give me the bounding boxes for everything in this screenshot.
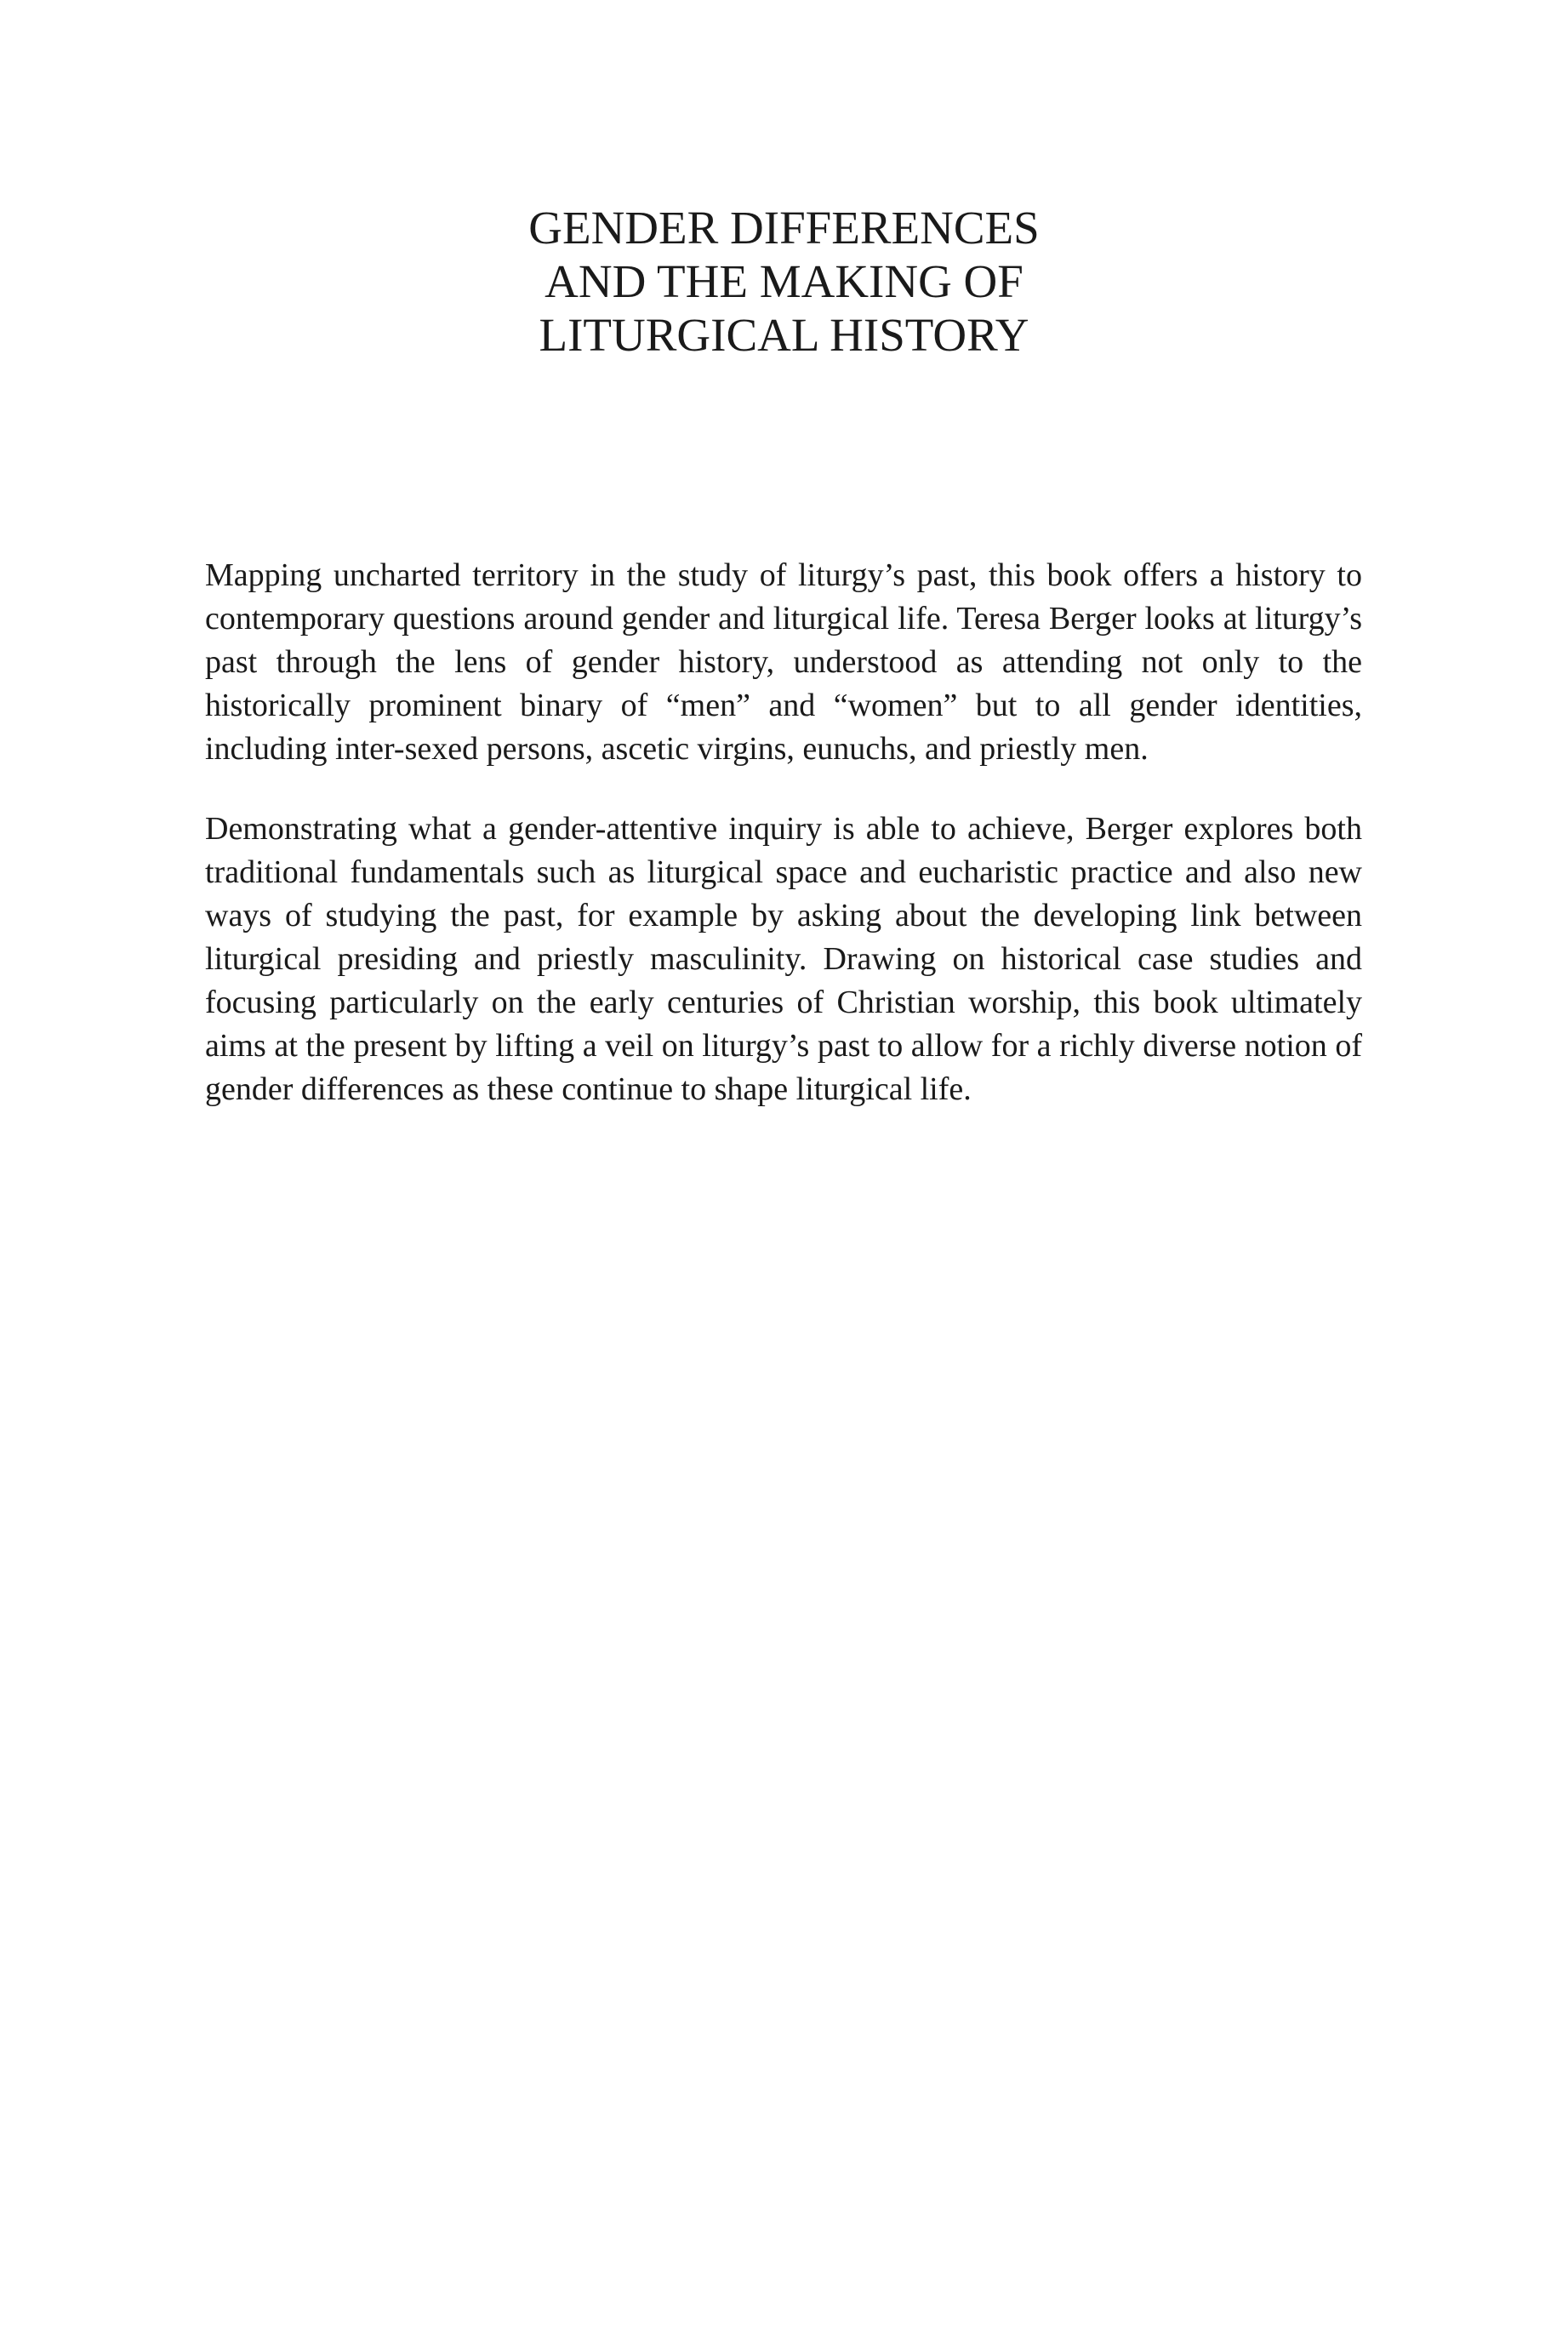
description-paragraph-1: Mapping uncharted territory in the study of liturgy’s past, this book offers a history to contemporary questions around gender and liturgical life. Teresa Berger looks at liturgy’s past through the lens of gender history, understood as attending not only to the historically prominent binary of “men” and “women” but to all gender identities, including inter-sexed persons, ascetic virgins, eunuchs, and priestly men. [205, 557, 1362, 767]
book-title [0, 201, 1568, 362]
title-line-1: GENDER DIFFERENCES [528, 202, 1040, 254]
description-paragraph-2: Demonstrating what a gender-attentive inquiry is able to achieve, Berger explores both traditional fundamentals such as liturgical space and eucharistic practice and also new ways of studying the past, for example by asking about the developing link between liturgical presiding and priestly masculinity. Drawing on historical case studies and focusing particularly on the early centuries of Christian worship, this book ultimately aims at the present by lifting a veil on liturgy’s past to allow for a richly diverse notion of gender differences as these continue to shape liturgical life. [205, 811, 1362, 1107]
title-line-2: AND THE MAKING OF [545, 255, 1023, 307]
title-line-3: LITURGICAL HISTORY [539, 309, 1029, 361]
